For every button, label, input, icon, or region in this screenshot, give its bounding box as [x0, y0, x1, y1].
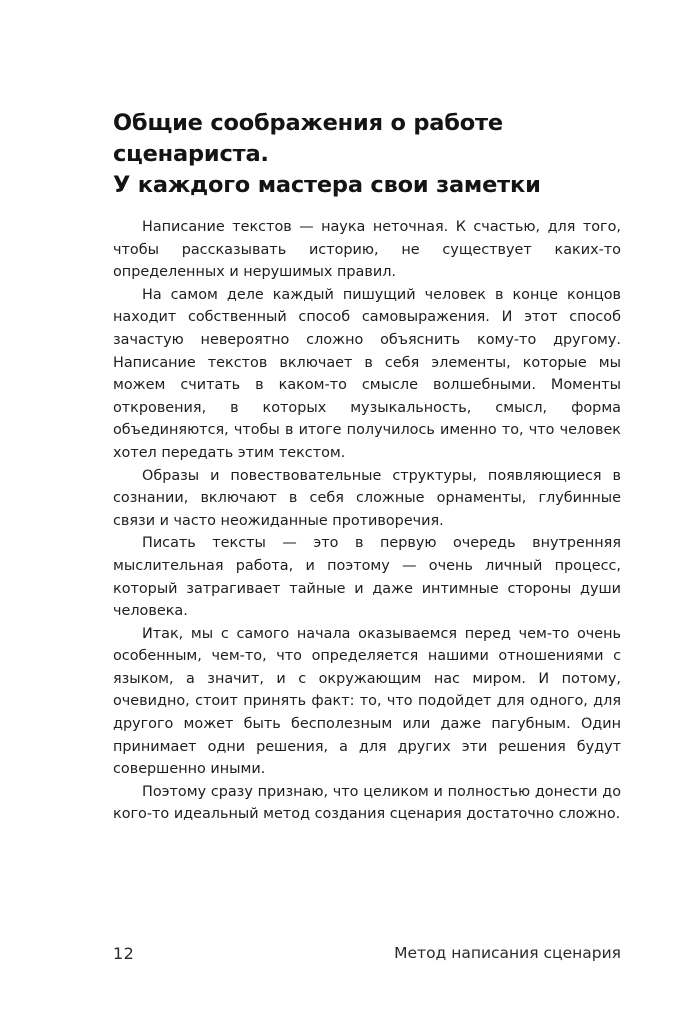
paragraph: Образы и повествовательные структуры, появляющиеся в сознании, включают в себя сложные орнаменты, глубинные связи и часто неожиданные противоречия. — [113, 467, 621, 529]
heading-line-3: У каждого мастера свои заметки — [113, 172, 541, 198]
paragraph: На самом деле каждый пишущий человек в конце концов находит собственный способ самовыражения. И этот способ зачастую невероятно сложно объяснить кому-то другому. Написание текстов включает в себя элементы, которые мы можем считать в каком-то смысле волшебными. Моменты откровения, в которых музыкальность, смысл, форма объединяются, чтобы в итоге получилось именно то, что человек хотел передать этим текстом. — [113, 286, 621, 461]
heading-line-2: сценариста. — [113, 141, 269, 167]
paragraph: Написание текстов — наука неточная. К счастью, для того, чтобы рассказывать историю, не существует каких-то определенных и нерушимых правил. — [113, 219, 621, 281]
heading-line-1: Общие соображения о работе — [113, 110, 503, 136]
paragraph: Поэтому сразу признаю, что целиком и полностью донести до кого-то идеальный метод создания сценария достаточно сложно. — [113, 783, 621, 823]
section-heading — [113, 108, 633, 201]
page-number: 12 — [113, 944, 135, 963]
body-text — [113, 216, 621, 826]
running-title: Метод написания сценария — [394, 944, 621, 962]
paragraph: Итак, мы с самого начала оказываемся перед чем-то очень особенным, чем-то, что определяется нашими отношениями с языком, а значит, и с окружающим нас миром. И потому, очевидно, стоит принять факт: то, что подойдет для одного, для другого может быть бесполезным или даже пагубным. Один принимает одни решения, а для других эти решения будут совершенно иными. — [113, 625, 621, 778]
paragraph: Писать тексты — это в первую очередь внутренняя мыслительная работа, и поэтому — очень личный процесс, который затрагивает тайные и даже интимные стороны души человека. — [113, 535, 621, 620]
